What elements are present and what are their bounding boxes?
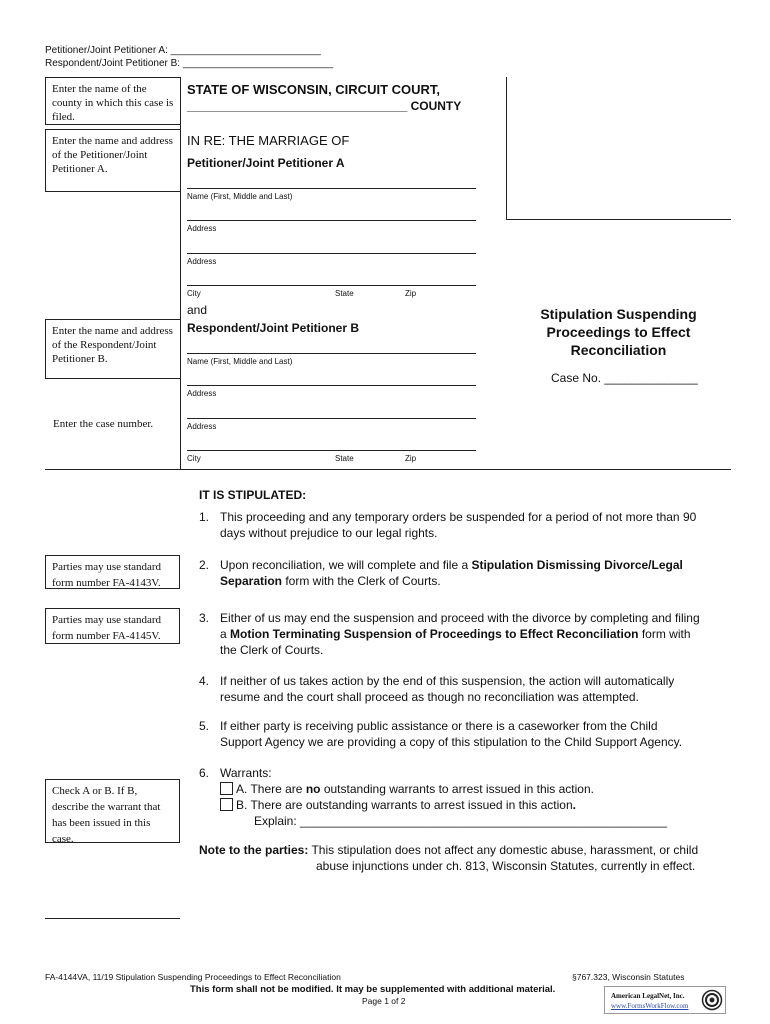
item-text-line: If either party is receiving public assistance or there is a caseworker from the Child [220,719,658,733]
caption-bottom-rule [45,469,731,470]
respondent-b-note: Enter the name and address of the Respondent/Joint Petitioner B. [45,319,180,379]
item-text-line: resume and the court shall proceed as though no reconciliation was attempted. [220,690,639,704]
form-id: FA-4144VA, 11/19 Stipulation Suspending Proceedings to Effect Reconciliation [45,972,341,982]
note-to-parties [199,842,739,874]
footer-signature-rule [45,918,180,919]
warrant-note: Check A or B. If B, describe the warrant that has been issued in this case. [45,779,180,843]
warrants-label: Warrants: [220,766,272,780]
item-5 [199,718,739,750]
item-number: 1. [199,510,210,524]
statute-reference: §767.323, Wisconsin Statutes [572,972,685,982]
petitioner-a-note: Enter the name and address of the Petitioner/Joint Petitioner A. [45,129,180,192]
petitioner-address-line-1[interactable] [187,220,476,221]
item-number: 5. [199,719,210,733]
respondent-b-heading: Respondent/Joint Petitioner B [187,321,360,335]
form-name-bold: Motion Terminating Suspension of Proceedings to Effect Reconciliation [230,627,639,641]
form-title-line-1: Stipulation Suspending [540,306,697,322]
form-title-line-2: Proceedings to Effect [546,324,691,340]
title-box-left-rule [506,77,507,219]
item-text: form with the Clerk of Courts. [282,574,441,588]
item-number: 4. [199,674,210,688]
petitioner-state-caption: State [335,289,354,298]
respondent-b-header: Respondent/Joint Petitioner B: ___________________________ [45,58,334,69]
respondent-address-line-1[interactable] [187,385,476,386]
petitioner-city-caption: City [187,289,201,298]
explain-field[interactable]: Explain: _______________________________________________________ [254,814,668,828]
warrant-option-a-checkbox[interactable] [220,782,233,795]
warrant-option-b-period: . [572,798,576,812]
caption-left-rule [180,77,181,469]
item-1 [199,509,739,541]
item-text-line: Either of us may end the suspension and proceed with the divorce by completing and filing [220,611,700,625]
respondent-address-line-2[interactable] [187,418,476,419]
respondent-zip-caption: Zip [405,454,417,463]
and-label: and [187,303,208,317]
warrant-option-a-text: A. There are [236,782,306,796]
item-6-warrants [199,765,749,829]
fa4143-note: Parties may use standard form number FA-4143V. [45,555,180,589]
county-note: Enter the name of the county in which this case is filed. [45,77,180,125]
case-number-note: Enter the case number. [53,418,154,430]
warrant-option-b-text: B. There are outstanding warrants to arrest issued in this action [236,798,573,812]
fa4145-note: Parties may use standard form number FA-4145V. [45,608,180,644]
respondent-state-caption: State [335,454,354,463]
petitioner-a-header: Petitioner/Joint Petitioner A: ___________________________ [45,45,321,56]
item-text-line: the Clerk of Courts. [220,643,324,657]
item-number: 3. [199,611,210,625]
warrant-option-a-bold: no [305,782,321,796]
respondent-address-caption-2: Address [187,422,217,431]
no-modify-notice: This form shall not be modified. It may be supplemented with additional material. [190,984,556,995]
publisher-badge [604,986,726,1014]
petitioner-a-heading: Petitioner/Joint Petitioner A [187,156,345,170]
item-text: form with [638,627,691,641]
respondent-name-caption: Name (First, Middle and Last) [187,357,293,366]
item-text: a [220,627,231,641]
form-name-bold: Separation [220,574,283,588]
stipulated-heading: IT IS STIPULATED: [199,488,307,502]
item-text-line: This proceeding and any temporary orders be suspended for a period of not more than 90 [220,510,697,524]
publisher-logo-icon [701,989,723,1011]
warrant-option-b-checkbox[interactable] [220,798,233,811]
publisher-url[interactable]: www.FormsWorkFlow.com [611,1002,689,1010]
title-box-bottom-rule [506,219,731,220]
publisher-name: American LegalNet, Inc. [611,992,685,1000]
petitioner-city-line[interactable] [187,285,476,286]
petitioner-zip-caption: Zip [405,289,417,298]
form-title-line-3: Reconciliation [570,342,667,358]
item-text-line: If neither of us takes action by the end of this suspension, the action will automatically [220,674,675,688]
item-number: 2. [199,558,210,572]
note-text: abuse injunctions under ch. 813, Wisconsin Statutes, currently in effect. [316,859,696,873]
petitioner-address-caption-2: Address [187,257,217,266]
item-text-line: days without prejudice to our legal rights. [220,526,438,540]
case-number-field[interactable]: Case No. ______________ [551,371,698,385]
note-text: This stipulation does not affect any domestic abuse, harassment, or child [308,843,699,857]
respondent-address-caption-1: Address [187,389,217,398]
item-text: Upon reconciliation, we will complete and file a [220,558,472,572]
item-4 [199,673,739,705]
note-label: Note to the parties: [199,843,309,857]
respondent-city-line[interactable] [187,450,476,451]
court-line: STATE OF WISCONSIN, CIRCUIT COURT, [187,82,441,97]
item-2 [199,557,739,589]
petitioner-name-caption: Name (First, Middle and Last) [187,192,293,201]
item-3 [199,610,739,658]
petitioner-address-line-2[interactable] [187,253,476,254]
in-re-heading: IN RE: THE MARRIAGE OF [187,133,350,148]
item-number: 6. [199,766,210,780]
respondent-name-line[interactable] [187,353,476,354]
item-text-line: Support Agency we are providing a copy of this stipulation to the Child Support Agency. [220,735,683,749]
county-line[interactable]: _________________________________ COUNTY [187,99,462,113]
warrant-option-a-text: outstanding warrants to arrest issued in this action. [320,782,594,796]
petitioner-name-line[interactable] [187,188,476,189]
page-number: Page 1 of 2 [362,996,406,1006]
petitioner-address-caption-1: Address [187,224,217,233]
form-title [506,305,731,359]
respondent-city-caption: City [187,454,201,463]
form-name-bold: Stipulation Dismissing Divorce/Legal [471,558,683,572]
